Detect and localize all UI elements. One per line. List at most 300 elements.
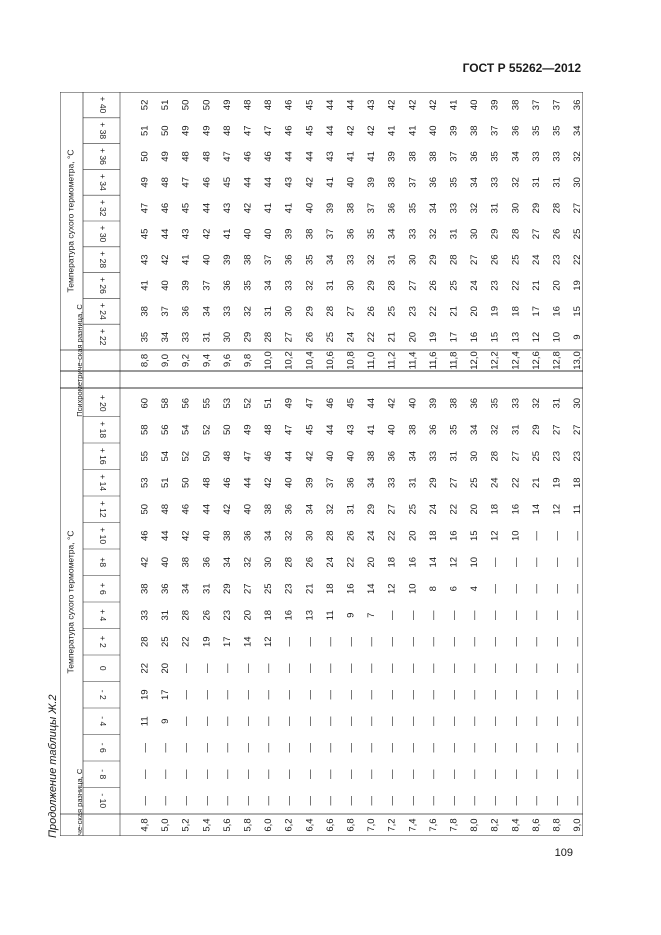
humidity-cell: 49 (221, 99, 233, 111)
humidity-cell: — (551, 796, 563, 806)
humidity-cell: 39 (366, 177, 378, 188)
humidity-cell: 10 (469, 556, 481, 568)
humidity-cell: 36 (427, 177, 439, 188)
temperature-column-header: 0 (97, 665, 108, 671)
humidity-cell: — (263, 796, 275, 806)
humidity-cell: 38 (407, 424, 419, 436)
humidity-cell: 38 (221, 530, 233, 542)
humidity-cell: 40 (160, 280, 172, 291)
humidity-cell: — (283, 743, 295, 753)
document-header: ГОСТ Р 55262—2012 (462, 61, 581, 75)
humidity-cell: 50 (201, 450, 213, 462)
humidity-cell: 36 (242, 530, 254, 542)
humidity-cell: 26 (304, 556, 316, 568)
humidity-cell: 28 (551, 202, 563, 214)
humidity-cell: 30 (263, 556, 275, 568)
humidity-cell: 18 (572, 477, 583, 489)
humidity-cell: 11 (572, 504, 583, 515)
temperature-column-header: - 6 (97, 742, 108, 753)
humidity-cell: — (386, 610, 398, 620)
humidity-cell: — (572, 557, 583, 567)
humidity-cell: — (448, 610, 460, 620)
humidity-cell: 42 (407, 99, 419, 111)
humidity-cell: — (263, 769, 275, 779)
humidity-cell: — (345, 769, 357, 779)
humidity-cell: 39 (386, 151, 398, 162)
humidity-cell: 36 (427, 424, 439, 436)
humidity-cell: 22 (386, 530, 398, 542)
humidity-cell: 40 (263, 228, 275, 240)
humidity-cell: 31 (345, 503, 357, 515)
humidity-cell: 32 (304, 280, 316, 291)
humidity-cell: 52 (201, 424, 213, 436)
humidity-cell: 35 (489, 397, 501, 409)
humidity-cell: 22 (510, 477, 522, 489)
temperature-column-header: + 24 (97, 302, 108, 320)
humidity-cell: 35 (448, 177, 460, 188)
humidity-cell: 47 (180, 177, 192, 188)
humidity-cell: — (530, 716, 542, 726)
humidity-cell: 39 (283, 228, 295, 240)
humidity-cell: — (180, 716, 192, 726)
humidity-cell: 19 (201, 636, 213, 648)
humidity-cell: 53 (139, 477, 151, 489)
page-number: 109 (554, 847, 573, 859)
humidity-cell: 36 (469, 397, 481, 409)
humidity-cell: 34 (510, 151, 522, 162)
humidity-cell: 34 (160, 331, 172, 343)
humidity-cell: 45 (345, 397, 357, 409)
humidity-cell: 34 (469, 424, 481, 436)
humidity-cell: 49 (283, 397, 295, 409)
humidity-cell: 38 (180, 556, 192, 568)
humidity-cell: 24 (366, 530, 378, 542)
humidity-cell: 31 (510, 424, 522, 436)
humidity-cell: — (469, 637, 481, 647)
humidity-cell: 17 (448, 331, 460, 343)
humidity-cell: 14 (242, 636, 254, 648)
humidity-cell: — (242, 716, 254, 726)
humidity-cell: 58 (139, 424, 151, 436)
psychro-value: 10,8 (345, 351, 357, 370)
humidity-cell: 41 (366, 424, 378, 436)
humidity-cell: — (489, 769, 501, 779)
psychro-value: 6,2 (283, 818, 295, 832)
humidity-cell: 34 (263, 280, 275, 291)
humidity-cell: 44 (324, 99, 336, 111)
humidity-cell: — (551, 663, 563, 673)
humidity-cell: 34 (324, 254, 336, 265)
humidity-cell: 52 (180, 450, 192, 462)
humidity-cell: 12 (448, 556, 460, 568)
humidity-cell: 44 (283, 151, 295, 162)
humidity-cell: 17 (160, 689, 172, 701)
humidity-cell: — (283, 769, 295, 779)
humidity-cell: 29 (489, 228, 501, 240)
humidity-cell: — (427, 716, 439, 726)
humidity-cell: 32 (489, 424, 501, 436)
humidity-cell: 31 (386, 254, 398, 265)
humidity-cell: 30 (469, 228, 481, 240)
psychro-value: 8,8 (139, 353, 151, 368)
humidity-cell: — (324, 663, 336, 673)
humidity-cell: 41 (366, 151, 378, 162)
humidity-cell: 16 (469, 331, 481, 343)
humidity-cell: 38 (139, 306, 151, 317)
humidity-cell: — (551, 716, 563, 726)
humidity-cell: — (407, 769, 419, 779)
humidity-cell: 37 (551, 99, 563, 111)
humidity-cell: — (221, 743, 233, 753)
humidity-cell: 48 (221, 125, 233, 136)
humidity-cell: 47 (139, 202, 151, 214)
humidity-cell: 48 (263, 99, 275, 111)
humidity-cell: 41 (407, 125, 419, 136)
humidity-cell: — (489, 796, 501, 806)
psychro-value: 11,4 (407, 351, 419, 370)
psychro-value: 12,2 (489, 351, 501, 370)
humidity-cell: 51 (139, 125, 151, 136)
humidity-cell: 21 (386, 331, 398, 343)
temperature-column-header: - 2 (97, 689, 108, 700)
humidity-cell: 23 (221, 609, 233, 621)
humidity-cell: 11 (324, 610, 336, 621)
humidity-cell: — (386, 690, 398, 700)
humidity-cell: 29 (242, 331, 254, 343)
humidity-cell: 42 (263, 477, 275, 489)
humidity-cell: 30 (469, 450, 481, 462)
humidity-cell: — (283, 663, 295, 673)
humidity-cell: 29 (427, 477, 439, 489)
humidity-cell: 45 (221, 177, 233, 188)
humidity-cell: — (160, 796, 172, 806)
humidity-cell: 25 (530, 450, 542, 462)
humidity-cell: — (572, 663, 583, 673)
humidity-cell: — (366, 690, 378, 700)
humidity-cell: 25 (324, 331, 336, 343)
psychro-value: 12,6 (530, 351, 542, 370)
humidity-cell: 29 (366, 503, 378, 515)
humidity-cell: 50 (139, 151, 151, 162)
humidity-cell: 22 (572, 254, 583, 265)
humidity-cell: — (366, 716, 378, 726)
psychro-value: 5,4 (201, 818, 213, 832)
humidity-cell: — (366, 796, 378, 806)
humidity-cell: — (324, 743, 336, 753)
humidity-cell: 25 (448, 280, 460, 291)
humidity-cell: — (366, 663, 378, 673)
humidity-cell: 23 (283, 583, 295, 595)
temperature-column-header: + 32 (97, 199, 108, 217)
humidity-cell: — (469, 769, 481, 779)
humidity-cell: — (572, 796, 583, 806)
humidity-cell: 24 (469, 280, 481, 291)
temperature-column-header: + 38 (97, 122, 108, 140)
humidity-cell: 32 (427, 228, 439, 240)
humidity-cell: — (530, 769, 542, 779)
humidity-cell: — (304, 690, 316, 700)
humidity-cell: 18 (427, 530, 439, 542)
humidity-cell: 13 (510, 331, 522, 343)
humidity-cell: — (386, 663, 398, 673)
humidity-cell: — (221, 796, 233, 806)
humidity-cell: — (283, 637, 295, 647)
humidity-cell: — (427, 796, 439, 806)
psychro-header-label: Психрометриче-ская разница, С (74, 304, 84, 417)
humidity-cell: 35 (530, 125, 542, 136)
humidity-cell: 20 (407, 530, 419, 542)
humidity-cell: 34 (263, 530, 275, 542)
humidity-cell: 19 (489, 306, 501, 317)
humidity-cell: — (530, 557, 542, 567)
humidity-cell: — (139, 769, 151, 779)
humidity-cell: 40 (242, 503, 254, 515)
humidity-cell: — (407, 663, 419, 673)
psychro-value: 8,6 (530, 818, 542, 832)
psychro-value: 9,6 (221, 353, 233, 368)
humidity-cell: — (139, 796, 151, 806)
humidity-cell: 12 (489, 530, 501, 542)
humidity-cell: 31 (530, 177, 542, 188)
humidity-cell: 54 (180, 424, 192, 436)
humidity-cell: 31 (201, 331, 213, 343)
humidity-cell: 13 (304, 609, 316, 621)
temperature-group-label: Температура сухого термометра, °С (65, 530, 76, 674)
humidity-cell: 28 (139, 636, 151, 648)
humidity-cell: 20 (469, 503, 481, 515)
humidity-cell: 12 (263, 636, 275, 648)
humidity-cell: 33 (407, 228, 419, 240)
humidity-cell: — (427, 743, 439, 753)
humidity-cell: 39 (324, 202, 336, 214)
humidity-cell: 16 (283, 609, 295, 621)
humidity-cell: 8 (427, 586, 439, 592)
humidity-cell: 53 (221, 397, 233, 409)
humidity-cell: 47 (242, 125, 254, 136)
humidity-cell: 34 (427, 202, 439, 214)
humidity-cell: 42 (201, 228, 213, 240)
humidity-cell: 27 (386, 503, 398, 515)
humidity-cell: — (530, 743, 542, 753)
humidity-cell: 32 (242, 306, 254, 317)
psychro-value: 8,0 (469, 818, 481, 832)
humidity-cell: 22 (345, 556, 357, 568)
humidity-cell: 44 (345, 99, 357, 111)
temperature-column-header: + 4 (97, 609, 108, 622)
humidity-cell: — (489, 716, 501, 726)
humidity-cell: 40 (469, 99, 481, 111)
humidity-cell: 41 (139, 280, 151, 291)
humidity-cell: 14 (366, 583, 378, 595)
humidity-cell: 45 (304, 99, 316, 111)
humidity-cell: 40 (283, 477, 295, 489)
humidity-cell: — (180, 796, 192, 806)
humidity-cell: 37 (366, 202, 378, 214)
humidity-cell: 27 (551, 424, 563, 436)
humidity-cell: — (345, 716, 357, 726)
humidity-cell: 25 (407, 503, 419, 515)
psychrometric-table (60, 92, 583, 836)
table-grid (60, 92, 583, 836)
temperature-column-header: + 16 (97, 447, 108, 465)
humidity-cell: — (510, 637, 522, 647)
humidity-cell: 42 (242, 202, 254, 214)
humidity-cell: 41 (324, 177, 336, 188)
humidity-cell: 31 (489, 202, 501, 214)
humidity-cell: 31 (160, 609, 172, 621)
humidity-cell: — (160, 743, 172, 753)
humidity-cell: 36 (386, 202, 398, 214)
humidity-cell: 42 (386, 397, 398, 409)
humidity-cell: 48 (242, 99, 254, 111)
humidity-cell: 34 (366, 477, 378, 489)
humidity-cell: — (510, 743, 522, 753)
humidity-cell: 38 (427, 151, 439, 162)
humidity-cell: — (448, 796, 460, 806)
humidity-cell: 36 (201, 556, 213, 568)
humidity-cell: 31 (201, 583, 213, 595)
humidity-cell: 41 (386, 125, 398, 136)
humidity-cell: — (180, 743, 192, 753)
humidity-cell: 40 (201, 254, 213, 265)
humidity-cell: 44 (160, 530, 172, 542)
humidity-cell: 10 (510, 530, 522, 542)
humidity-cell: 44 (201, 202, 213, 214)
humidity-cell: 39 (304, 477, 316, 489)
temperature-column-header: + 36 (97, 148, 108, 165)
humidity-cell: — (469, 796, 481, 806)
humidity-cell: — (530, 690, 542, 700)
humidity-cell: 24 (345, 331, 357, 343)
humidity-cell: 24 (427, 503, 439, 515)
humidity-cell: 9 (345, 612, 357, 618)
humidity-cell: — (489, 690, 501, 700)
humidity-cell: 50 (201, 99, 213, 111)
humidity-cell: 15 (489, 331, 501, 343)
humidity-cell: — (572, 716, 583, 726)
humidity-cell: 27 (530, 228, 542, 240)
humidity-cell: — (551, 769, 563, 779)
humidity-cell: 29 (427, 254, 439, 265)
humidity-cell: 49 (180, 125, 192, 136)
humidity-cell: — (386, 743, 398, 753)
humidity-cell: — (180, 663, 192, 673)
humidity-cell: 44 (242, 177, 254, 188)
humidity-cell: — (448, 716, 460, 726)
humidity-cell: 26 (201, 609, 213, 621)
humidity-cell: — (469, 716, 481, 726)
humidity-cell: 34 (407, 450, 419, 462)
humidity-cell: 46 (283, 99, 295, 111)
humidity-cell: 33 (551, 151, 563, 162)
humidity-cell: 12 (530, 331, 542, 343)
humidity-cell: 27 (345, 306, 357, 317)
humidity-cell: 24 (489, 477, 501, 489)
humidity-cell: 20 (366, 556, 378, 568)
humidity-cell: 43 (221, 202, 233, 214)
humidity-cell: 34 (386, 228, 398, 240)
humidity-cell: — (510, 584, 522, 594)
psychro-value: 5,8 (242, 818, 254, 832)
psychro-value: 7,8 (448, 818, 460, 832)
humidity-cell: 32 (324, 503, 336, 515)
humidity-cell: 43 (366, 99, 378, 111)
psychro-value: 6,0 (263, 818, 275, 832)
humidity-cell: — (263, 663, 275, 673)
humidity-cell: 16 (551, 306, 563, 317)
humidity-cell: 23 (489, 280, 501, 291)
humidity-cell: 46 (139, 530, 151, 542)
humidity-cell: 18 (386, 556, 398, 568)
temperature-column-header: + 20 (97, 394, 108, 412)
humidity-cell: — (386, 796, 398, 806)
humidity-cell: 30 (572, 397, 583, 409)
humidity-cell: — (139, 743, 151, 753)
humidity-cell: — (304, 716, 316, 726)
humidity-cell: 30 (304, 530, 316, 542)
humidity-cell: 16 (510, 503, 522, 515)
humidity-cell: — (263, 690, 275, 700)
humidity-cell: 28 (386, 280, 398, 291)
psychro-value: 10,0 (263, 351, 275, 370)
humidity-cell: — (201, 663, 213, 673)
humidity-cell: 23 (407, 306, 419, 317)
psychro-value: 7,0 (366, 818, 378, 832)
humidity-cell: — (366, 637, 378, 647)
humidity-cell: 36 (221, 280, 233, 291)
humidity-cell: 41 (283, 202, 295, 214)
psychro-value: 5,0 (160, 818, 172, 832)
humidity-cell: 44 (201, 503, 213, 515)
humidity-cell: 23 (572, 450, 583, 462)
humidity-cell: 47 (242, 450, 254, 462)
humidity-cell: 47 (263, 125, 275, 136)
humidity-cell: 39 (180, 280, 192, 291)
humidity-cell: 29 (366, 280, 378, 291)
humidity-cell: 36 (345, 477, 357, 489)
humidity-cell: 19 (572, 280, 583, 291)
humidity-cell: 28 (489, 450, 501, 462)
temperature-column-header: + 30 (97, 225, 108, 243)
humidity-cell: — (345, 690, 357, 700)
humidity-cell: 33 (510, 397, 522, 409)
humidity-cell: 55 (201, 397, 213, 409)
psychro-value: 9,0 (160, 353, 172, 368)
humidity-cell: 38 (407, 151, 419, 162)
humidity-cell: — (427, 610, 439, 620)
psychro-value: 6,6 (324, 818, 336, 832)
humidity-cell: 35 (551, 125, 563, 136)
humidity-cell: — (510, 769, 522, 779)
humidity-cell: 26 (304, 331, 316, 343)
psychro-value: 8,4 (510, 818, 522, 832)
humidity-cell: 28 (283, 556, 295, 568)
humidity-cell: 27 (283, 331, 295, 343)
humidity-cell: 28 (263, 331, 275, 343)
humidity-cell: — (407, 796, 419, 806)
humidity-cell: — (551, 557, 563, 567)
humidity-cell: 30 (345, 280, 357, 291)
humidity-cell: — (530, 796, 542, 806)
psychro-value: 9,2 (180, 353, 192, 368)
humidity-cell: — (530, 637, 542, 647)
humidity-cell: — (427, 663, 439, 673)
humidity-cell: 27 (510, 450, 522, 462)
psychro-value: 7,2 (386, 818, 398, 832)
humidity-cell: — (510, 663, 522, 673)
humidity-cell: — (551, 690, 563, 700)
humidity-cell: 27 (572, 424, 583, 436)
